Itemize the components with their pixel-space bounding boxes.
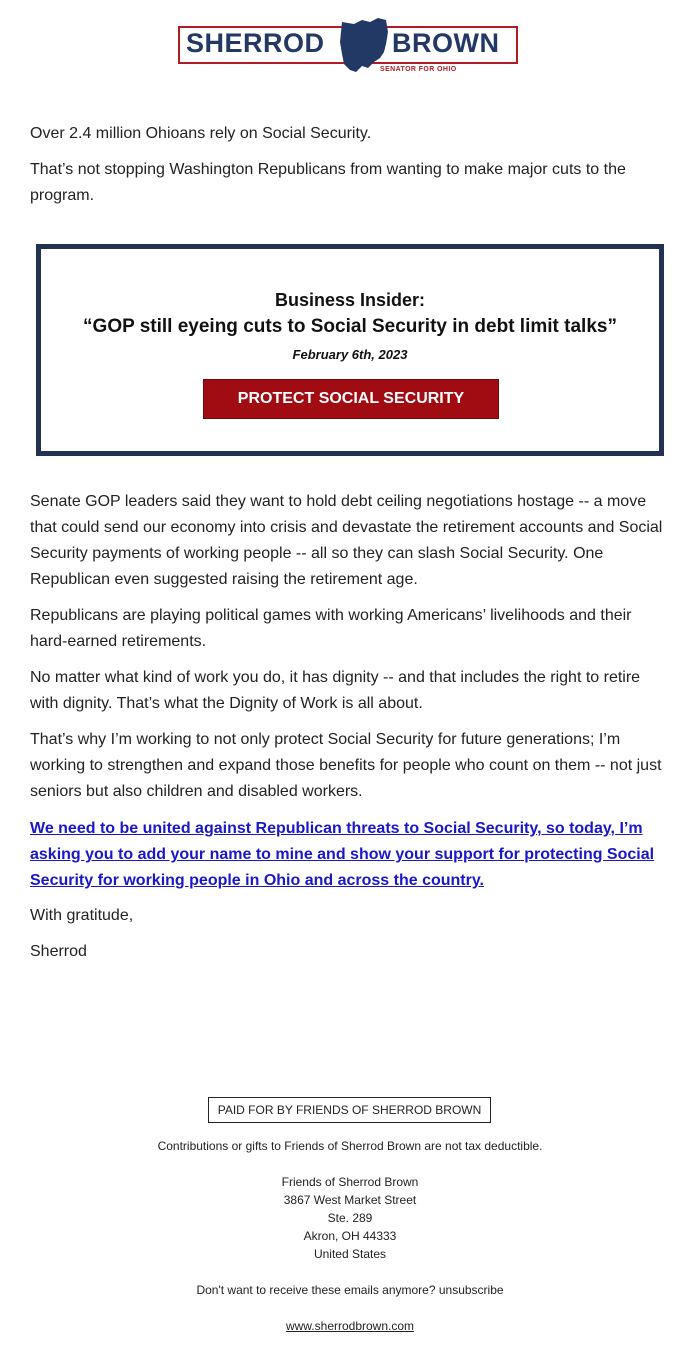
call-to-action-link[interactable]: We need to be united against Republican threats to Social Security, so today, I’m asking you to add your name to mine and show your support for protecting Social Security for working people in Ohio and across the country.: [30, 820, 655, 889]
unsubscribe-link[interactable]: Don't want to receive these emails anymore? unsubscribe: [196, 1283, 504, 1297]
address-line-suite: Ste. 289: [327, 1211, 373, 1225]
quote-headline: “GOP still eyeing cuts to Social Security in debt limit talks”: [83, 316, 617, 337]
logo-last-name: BROWN: [392, 28, 500, 58]
quote-source: Business Insider:: [274, 290, 426, 310]
address-line-country: United States: [313, 1247, 387, 1261]
tax-disclaimer: Contributions or gifts to Friends of Sherrod Brown are not tax deductible.: [157, 1139, 543, 1153]
campaign-logo: [178, 18, 522, 76]
intro-paragraph-2: That’s not stopping Washington Republicans from wanting to make major cuts to the program.: [30, 161, 626, 204]
closing-line: With gratitude,: [30, 907, 134, 924]
paid-for-disclaimer: PAID FOR BY FRIENDS OF SHERROD BROWN: [208, 1097, 491, 1123]
website-link[interactable]: www.sherrodbrown.com: [285, 1319, 415, 1333]
logo-first-name: SHERROD: [186, 28, 325, 58]
signature: Sherrod: [30, 943, 87, 960]
address-line-street: 3867 West Market Street: [283, 1193, 417, 1207]
address-line-org: Friends of Sherrod Brown: [281, 1175, 419, 1189]
intro-paragraph-1: Over 2.4 million Ohioans rely on Social Security.: [30, 125, 372, 142]
body-paragraph-3: No matter what kind of work you do, it has dignity -- and that includes the right to retire with dignity. That’s what the Dignity of Work is all about.: [30, 669, 641, 712]
protect-social-security-button[interactable]: PROTECT SOCIAL SECURITY: [203, 379, 499, 419]
body-paragraph-2: Republicans are playing political games with working Americans’ livelihoods and their hard-earned retirements.: [30, 607, 632, 650]
address-line-city: Akron, OH 44333: [303, 1229, 397, 1243]
quote-date: February 6th, 2023: [292, 347, 408, 362]
body-paragraph-4: That’s why I’m working to not only protect Social Security for future generations; I’m working to strengthen and expand those benefits for people who count on them -- not just seniors but also children and disabled workers.: [30, 731, 662, 800]
news-quote-box: [36, 244, 664, 456]
body-paragraph-1: Senate GOP leaders said they want to hold debt ceiling negotiations hostage -- a move that could send our economy into crisis and devastate the retirement accounts and Social Security payments of working people -- all so they can slash Social Security. One Republican even suggested raising the retirement age.: [30, 493, 663, 588]
logo-subtitle: SENATOR FOR OHIO: [380, 66, 457, 73]
